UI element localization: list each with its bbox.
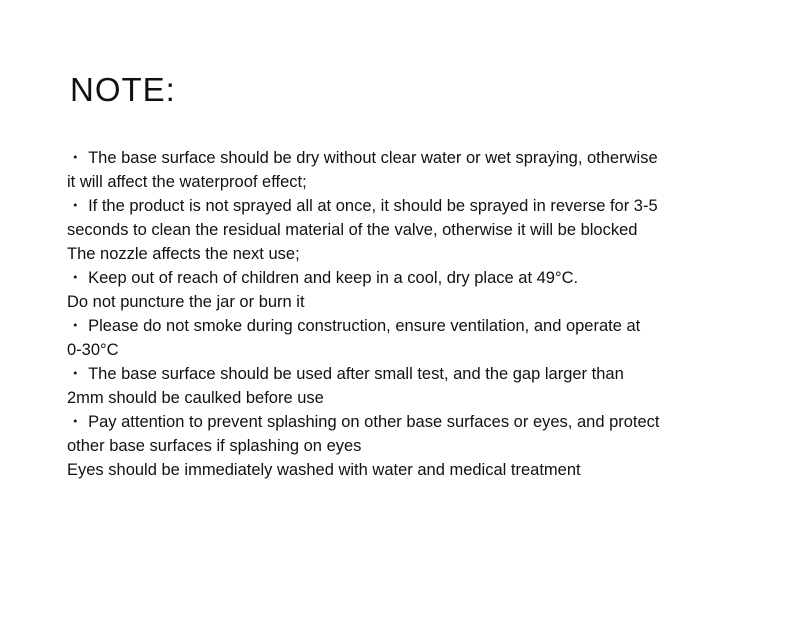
note-line: ・ Pay attention to prevent splashing on other base surfaces or eyes, and protect: [67, 413, 660, 431]
note-line: Do not puncture the jar or burn it: [67, 293, 305, 311]
note-title: NOTE:: [70, 71, 176, 108]
note-line: ・ Keep out of reach of children and keep in a cool, dry place at 49°C.: [67, 269, 579, 287]
note-line: 0-30°C: [67, 341, 119, 359]
note-line: ・ The base surface should be used after small test, and the gap larger than: [67, 365, 624, 383]
note-line: ・ The base surface should be dry without clear water or wet spraying, otherwise: [67, 149, 658, 167]
note-line: ・ Please do not smoke during construction, ensure ventilation, and operate at: [67, 317, 641, 335]
note-line: seconds to clean the residual material of the valve, otherwise it will be blocked: [67, 221, 638, 239]
note-body: [67, 146, 747, 482]
note-line: Eyes should be immediately washed with water and medical treatment: [67, 461, 581, 479]
note-line: 2mm should be caulked before use: [67, 389, 324, 407]
note-line: The nozzle affects the next use;: [67, 245, 300, 263]
note-line: other base surfaces if splashing on eyes: [67, 437, 362, 455]
note-line: ・ If the product is not sprayed all at once, it should be sprayed in reverse for 3-5: [67, 197, 658, 215]
note-line: it will affect the waterproof effect;: [67, 173, 307, 191]
